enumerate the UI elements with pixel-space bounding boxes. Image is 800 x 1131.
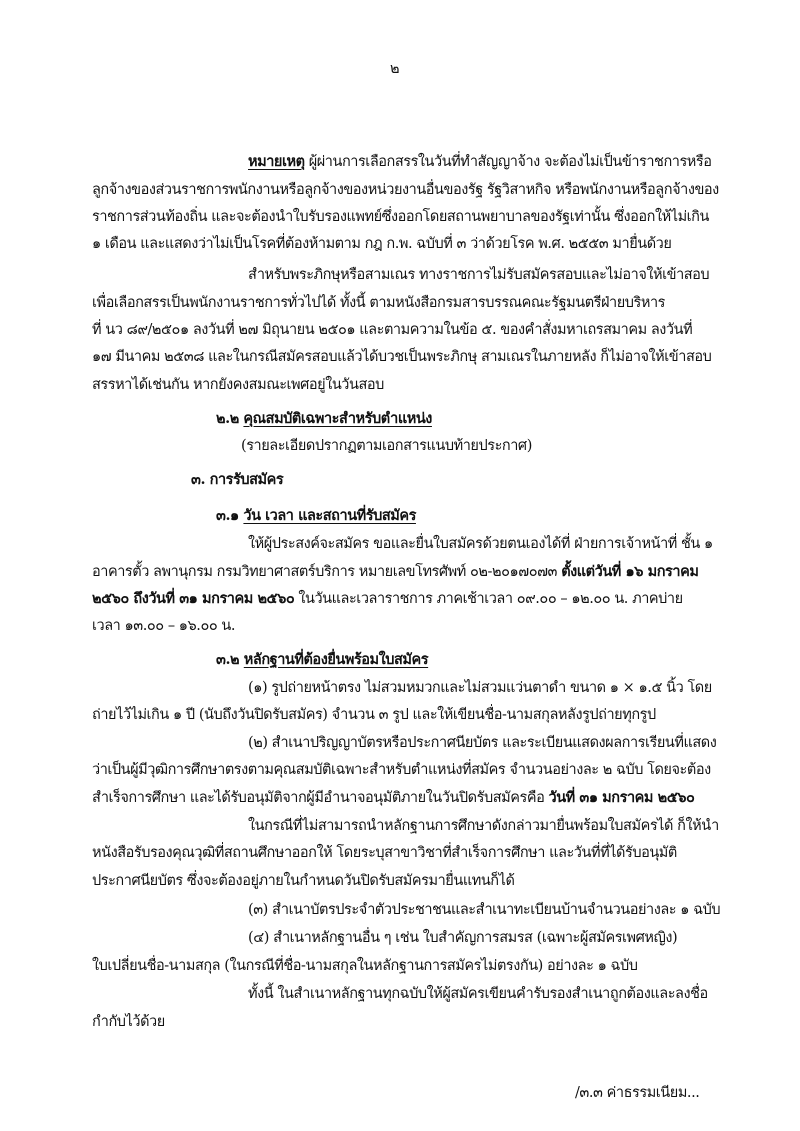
section-3-1-heading — [216, 506, 416, 526]
item-2-line-6: ประกาศนียบัตร ซึ่งจะต้องอยู่ภายในกำหนดวันปิดรับสมัครมายื่นแทนก็ได้ — [92, 873, 515, 889]
item-2-line-2: ว่าเป็นผู้มีวุฒิการศึกษาตรงตามคุณสมบัติเฉพาะสำหรับตำแหน่งที่สมัคร จำนวนอย่างละ ๒ ฉบับ โดยจะต้อง — [92, 762, 711, 778]
item-4-line-1: (๔) สำเนาหลักฐานอื่น ๆ เช่น ใบสำคัญการสมรส (เฉพาะผู้สมัครเพศหญิง) — [248, 930, 678, 946]
section-2-2-number: ๒.๒ — [216, 410, 244, 427]
section-2-2-title: คุณสมบัติเฉพาะสำหรับตำแหน่ง — [243, 410, 432, 427]
item-2-line-5: หนังสือรับรองคุณวุฒิที่สถานศึกษาออกให้ โดยระบุสาขาวิชาที่สำเร็จการศึกษา และวันที่ที่ได้รับอนุมัติ — [92, 845, 677, 861]
section-2-2-note: (รายละเอียดปรากฏตามเอกสารแนบท้ายประกาศ) — [241, 438, 532, 454]
remark-text: ผู้ผ่านการเลือกสรรในวันที่ทำสัญญาจ้าง จะต้องไม่เป็นข้าราชการหรือ — [304, 154, 712, 170]
continuation-marker: /๓.๓ ค่าธรรมเนียม... — [575, 1085, 700, 1101]
page-number: ๒ — [390, 61, 400, 77]
office-location: อาคารตั้ว ลพานุกรม กรมวิทยาศาสตร์บริการ หมายเลขโทรศัพท์ ๐๒-๒๐๑๗๐๗๓ — [92, 564, 562, 580]
section-3-1-line-2 — [92, 562, 698, 582]
section-3-1-number: ๓.๑ — [216, 507, 244, 524]
approval-deadline-date: วันที่ ๓๑ มกราคม ๒๕๖๐ — [548, 789, 695, 806]
section-3-heading: ๓. การรับสมัคร — [191, 471, 284, 488]
section-3-1-line-1: ให้ผู้ประสงค์จะสมัคร ขอและยื่นใบสมัครด้วยตนเองได้ที่ ฝ่ายการเจ้าหน้าที่ ชั้น ๑ — [248, 536, 713, 552]
item-4-line-2: ใบเปลี่ยนชื่อ-นามสกุล (ในกรณีที่ชื่อ-นามสกุลในหลักฐานการสมัครไม่ตรงกัน) อย่างละ ๑ ฉบับ — [92, 958, 638, 974]
certification-line-1: ทั้งนี้ ในสำเนาหลักฐานทุกฉบับให้ผู้สมัครเขียนคำรับรองสำเนาถูกต้องและลงชื่อ — [248, 986, 708, 1002]
monk-line-5: สรรหาได้เช่นกัน หากยังคงสมณะเพศอยู่ในวันสอบ — [92, 377, 384, 393]
monk-line-2: เพื่อเลือกสรรเป็นพนักงานราชการทั่วไปได้ ทั้งนี้ ตามหนังสือกรมสารบรรณคณะรัฐมนตรีฝ่ายบริหาร — [92, 295, 666, 311]
section-3-1-title: วัน เวลา และสถานที่รับสมัคร — [243, 507, 416, 524]
monk-line-3: ที่ นว ๘๙/๒๕๐๑ ลงวันที่ ๒๗ มิถุนายน ๒๕๐๑ และตามความในข้อ ๕. ของคำสั่งมหาเถรสมาคม ลงวันที่ — [92, 322, 693, 338]
item-2-line-4: ในกรณีที่ไม่สามารถนำหลักฐานการศึกษาดังกล่าวมายื่นพร้อมใบสมัครได้ ก็ให้นำ — [248, 818, 719, 834]
certification-line-2: กำกับไว้ด้วย — [92, 1014, 165, 1030]
remark-line-4: ๑ เดือน และแสดงว่าไม่เป็นโรคที่ต้องห้ามตาม กฎ ก.พ. ฉบับที่ ๓ ว่าด้วยโรค พ.ศ. ๒๕๕๓ มายื่นด้วย — [92, 236, 672, 252]
office-hours-morning: ในวันและเวลาราชการ ภาคเช้าเวลา ๐๙.๐๐ – ๑๒.๐๐ น. ภาคบ่าย — [294, 591, 683, 607]
approval-deadline-text: สำเร็จการศึกษา และได้รับอนุมัติจากผู้มีอำนาจอนุมัติภายในวันปิดรับสมัครคือ — [92, 790, 549, 806]
section-3-1-line-4: เวลา ๑๓.๐๐ – ๑๖.๐๐ น. — [92, 618, 236, 634]
application-end-date: ๒๕๖๐ ถึงวันที่ ๓๑ มกราคม ๒๕๖๐ — [92, 590, 295, 607]
item-2-line-3 — [92, 788, 694, 808]
monk-line-4: ๑๗ มีนาคม ๒๕๓๘ และในกรณีสมัครสอบแล้วได้บวชเป็นพระภิกษุ สามเณรในภายหลัง ก็ไม่อาจให้เข้าสอบ — [92, 349, 712, 365]
item-2-line-1: (๒) สำเนาปริญญาบัตรหรือประกาศนียบัตร และระเบียนแสดงผลการเรียนที่แสดง — [248, 735, 717, 751]
section-3-2-number: ๓.๒ — [216, 651, 244, 668]
monk-line-1: สำหรับพระภิกษุหรือสามเณร ทางราชการไม่รับสมัครสอบและไม่อาจให้เข้าสอบ — [248, 267, 710, 283]
remark-line-3: ราชการส่วนท้องถิ่น และจะต้องนำใบรับรองแพทย์ซึ่งออกโดยสถานพยาบาลของรัฐเท่านั้น ซึ่งออกให้ไม่เกิน — [92, 209, 709, 225]
item-3-line-1: (๓) สำเนาบัตรประจำตัวประชาชนและสำเนาทะเบียนบ้านจำนวนอย่างละ ๑ ฉบับ — [248, 902, 721, 918]
section-2-2-heading — [216, 409, 432, 429]
section-3-1-line-3 — [92, 589, 683, 609]
application-start-date: ตั้งแต่วันที่ ๑๖ มกราคม — [561, 563, 699, 580]
section-3-2-title: หลักฐานที่ต้องยื่นพร้อมใบสมัคร — [243, 651, 429, 668]
item-1-line-1: (๑) รูปถ่ายหน้าตรง ไม่สวมหมวกและไม่สวมแว่นตาดำ ขนาด ๑ × ๑.๕ นิ้ว โดย — [248, 680, 712, 696]
item-1-line-2: ถ่ายไว้ไม่เกิน ๑ ปี (นับถึงวันปิดรับสมัคร) จำนวน ๓ รูป และให้เขียนชื่อ-นามสกุลหลังรูปถ่ายทุกรูป — [92, 707, 656, 723]
remark-line-1 — [248, 152, 712, 172]
section-3-2-heading — [216, 650, 428, 670]
remark-label: หมายเหตุ — [248, 153, 305, 170]
remark-line-2: ลูกจ้างของส่วนราชการพนักงานหรือลูกจ้างของหน่วยงานอื่นของรัฐ รัฐวิสาหกิจ หรือพนักงานหรือลูกจ้างของ — [92, 182, 719, 198]
